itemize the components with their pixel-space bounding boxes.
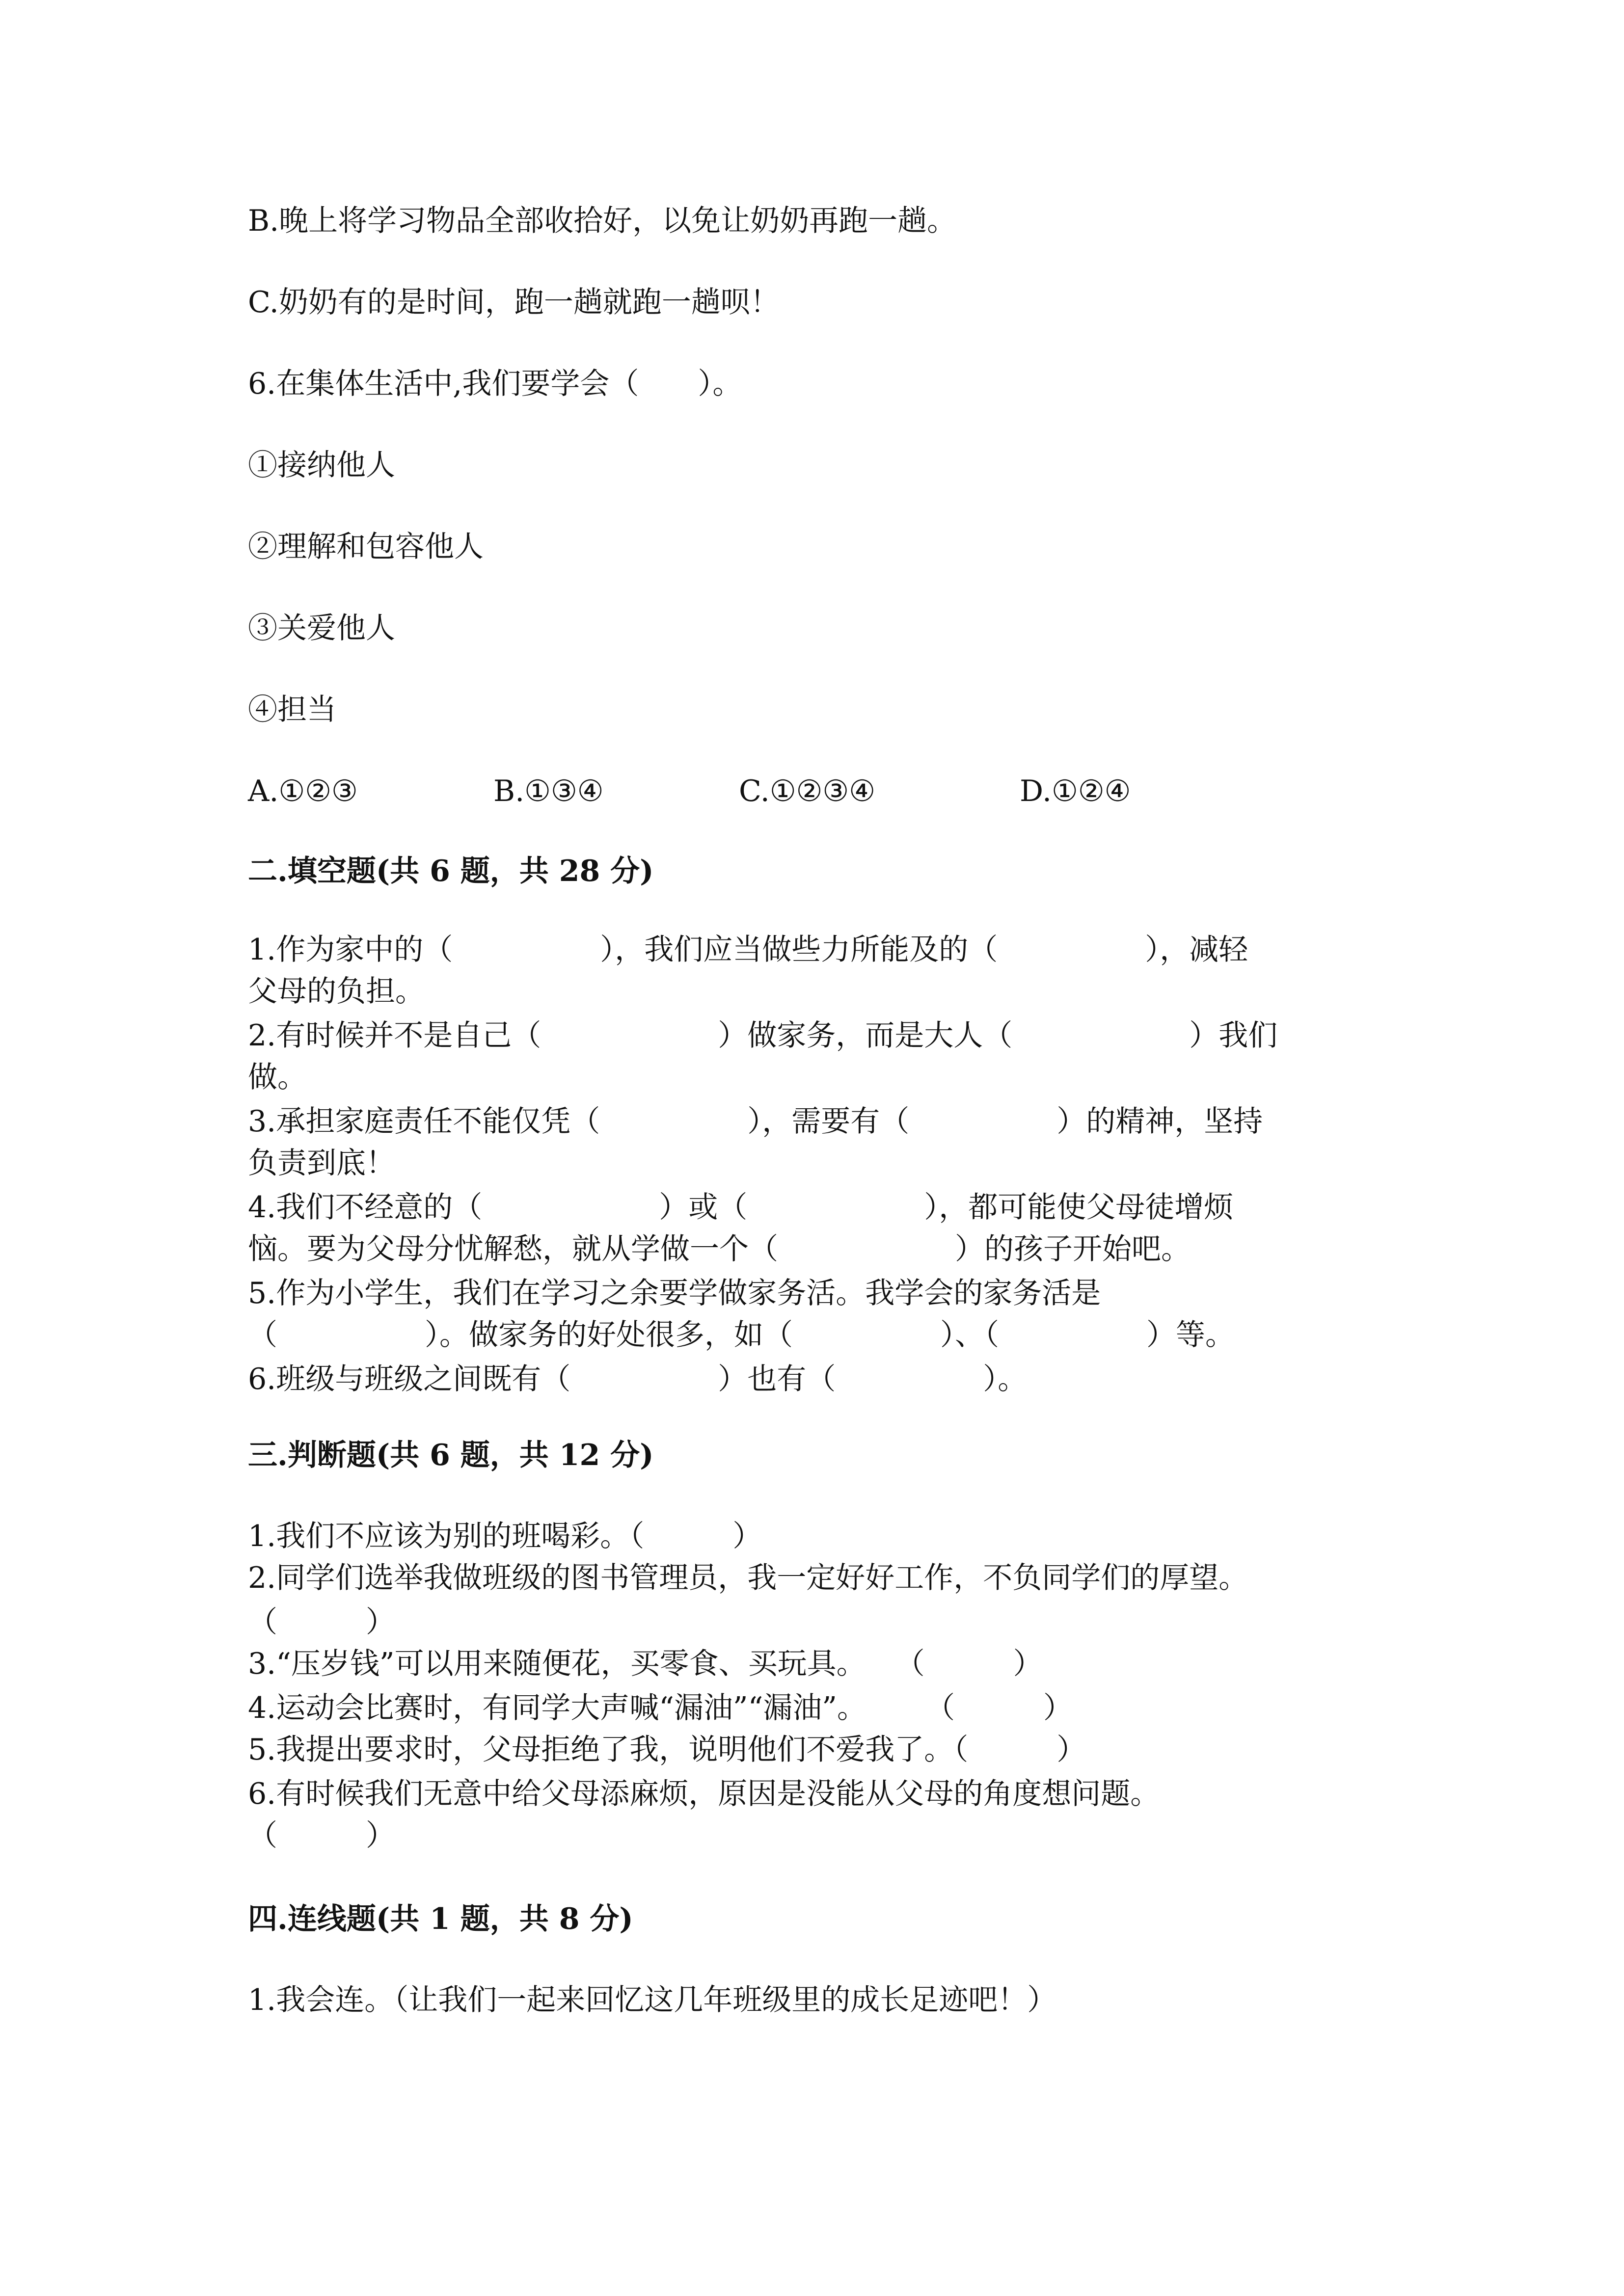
q5-option-c: C.奶奶有的是时间，跑一趟就跑一趟呗！ [248, 285, 780, 320]
true-false-line: 6.有时候我们无意中给父母添麻烦，原因是没能从父母的角度想问题。 [248, 1777, 1160, 1811]
section-heading-matching: 四.连线题(共 1 题，共 8 分) [248, 1902, 633, 1936]
fill-in-line: （ ）。做家务的好处很多，如（ ）、（ ）等。 [248, 1318, 1235, 1352]
q6-stem: 6.在集体生活中,我们要学会（ ）。 [248, 367, 742, 401]
fill-in-line: 2.有时候并不是自己（ ）做家务，而是大人（ ）我们 [248, 1018, 1278, 1053]
fill-in-line: 恼。要为父母分忧解愁，就从学做一个（ ）的孩子开始吧。 [248, 1232, 1191, 1266]
fill-in-line: 负责到底！ [248, 1146, 395, 1180]
true-false-line: 3.“压岁钱”可以用来随便花，买零食、买玩具。 （ ） [248, 1647, 1043, 1681]
section-heading-true-false: 三.判断题(共 6 题，共 12 分) [248, 1438, 654, 1472]
fill-in-line: 5.作为小学生，我们在学习之余要学做家务活。我学会的家务活是 [248, 1276, 1101, 1310]
true-false-line: （ ） [248, 1818, 395, 1853]
fill-in-line: 1.作为家中的（ ），我们应当做些力所能及的（ ），减轻 [248, 933, 1248, 967]
q6-option-b: B.①③④ [493, 774, 604, 808]
true-false-line: （ ） [248, 1605, 395, 1639]
q6-option-d: D.①②④ [1020, 774, 1131, 808]
fill-in-line: 6.班级与班级之间既有（ ）也有（ ）。 [248, 1362, 1028, 1396]
matching-line: 1.我会连。（让我们一起来回忆这几年班级里的成长足迹吧！） [248, 1983, 1057, 2017]
true-false-line: 4.运动会比赛时，有同学大声喊“漏油”“漏油”。 （ ） [248, 1691, 1073, 1725]
fill-in-line: 3.承担家庭责任不能仅凭（ ），需要有（ ）的精神，坚持 [248, 1104, 1263, 1139]
q6-item-2: ②理解和包容他人 [248, 530, 484, 564]
q6-item-4: ④担当 [248, 693, 336, 727]
q6-item-3: ③关爱他人 [248, 611, 395, 645]
fill-in-line: 父母的负担。 [248, 974, 425, 1009]
fill-in-line: 做。 [248, 1060, 307, 1095]
q6-option-c: C.①②③④ [739, 774, 875, 808]
section-heading-fill-in: 二.填空题(共 6 题，共 28 分) [248, 854, 654, 888]
true-false-line: 5.我提出要求时，父母拒绝了我，说明他们不爱我了。（ ） [248, 1733, 1086, 1767]
q6-option-a: A.①②③ [248, 774, 358, 808]
q6-item-1: ①接纳他人 [248, 448, 395, 482]
true-false-line: 2.同学们选举我做班级的图书管理员，我一定好好工作，不负同学们的厚望。 [248, 1561, 1248, 1595]
fill-in-line: 4.我们不经意的（ ）或（ ），都可能使父母徒增烦 [248, 1190, 1234, 1225]
q5-option-b: B.晚上将学习物品全部收拾好，以免让奶奶再跑一趟。 [248, 204, 957, 238]
true-false-line: 1.我们不应该为别的班喝彩。（ ） [248, 1519, 762, 1553]
